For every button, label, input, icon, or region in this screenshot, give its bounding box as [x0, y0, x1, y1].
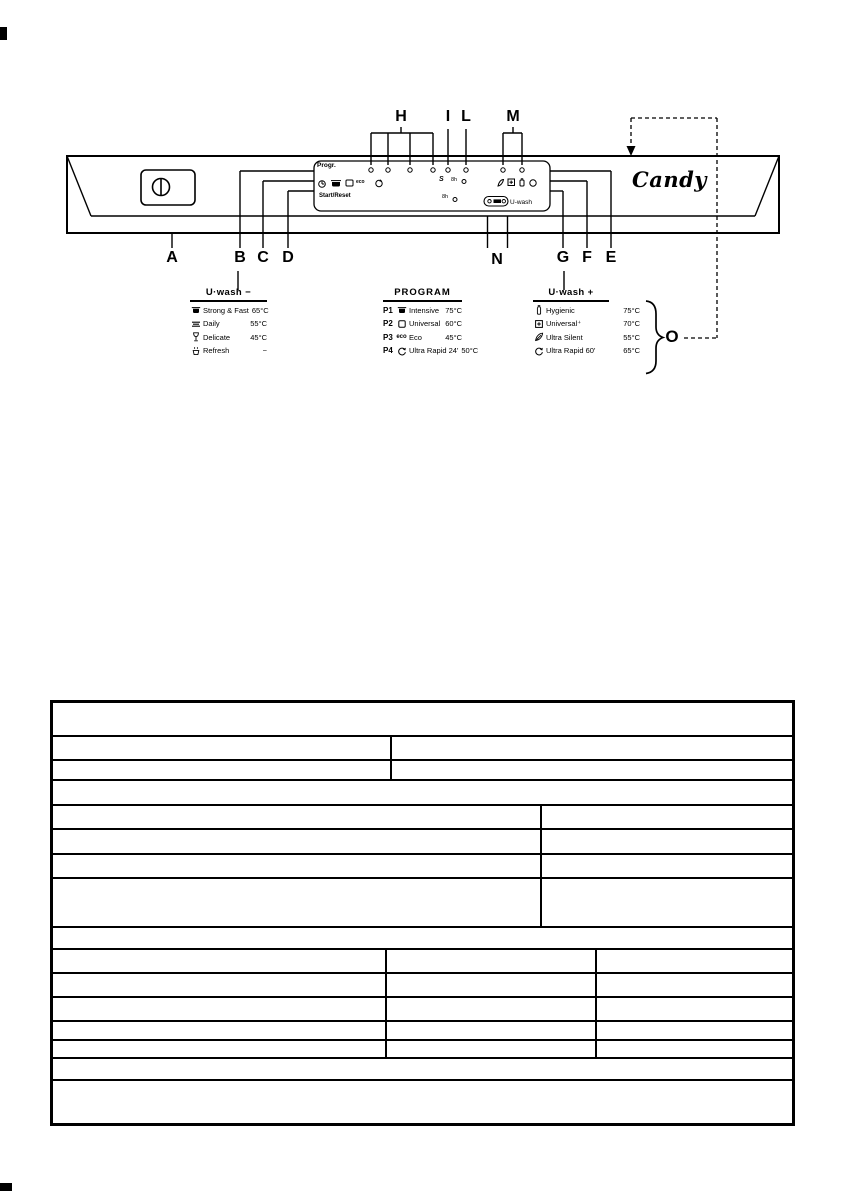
universal-plate-icon	[396, 319, 407, 329]
list-row	[533, 317, 640, 331]
spec-table-row	[53, 950, 792, 974]
uwash-led-bar	[484, 197, 508, 207]
list-row	[383, 344, 479, 358]
spec-table-divider	[385, 1041, 387, 1057]
program-temp: 65°C	[251, 305, 269, 315]
program-code: P4	[383, 346, 393, 356]
spec-table-divider	[385, 974, 387, 996]
spec-table-row	[53, 703, 792, 737]
callout-C: C	[257, 249, 269, 266]
spec-table-row	[53, 806, 792, 830]
list-row	[190, 331, 267, 345]
list-row	[383, 304, 462, 318]
spec-table-divider	[540, 830, 542, 853]
program-label: Intensive	[409, 305, 440, 315]
program-label: Strong & Fast	[203, 305, 249, 315]
callout-H: H	[395, 108, 407, 125]
program-led-indicators	[369, 168, 524, 172]
program-temp: 55°C	[623, 332, 640, 342]
spec-table-divider	[385, 998, 387, 1020]
program-label: Ultra Rapid 24'	[409, 346, 459, 356]
program-label: Eco	[409, 332, 422, 342]
spec-table-row	[53, 781, 792, 806]
program-temp: 70°C	[623, 319, 640, 329]
power-button	[141, 170, 195, 205]
program-temp: 60°C	[445, 319, 462, 329]
program-code: P2	[383, 319, 393, 329]
ultra-rapid-icon	[396, 346, 407, 356]
ultra-rapid-60-icon	[533, 346, 544, 356]
callout-O: O	[665, 327, 679, 346]
spec-table-row	[53, 1081, 792, 1123]
dashed-callout-O-path	[631, 118, 717, 338]
spec-table-divider	[595, 1022, 597, 1039]
spec-table-divider	[540, 855, 542, 877]
list-row	[383, 317, 462, 331]
spec-table-row	[53, 974, 792, 998]
program-temp: 75°C	[623, 305, 640, 315]
program-temp: 45°C	[445, 332, 462, 342]
program-temp: 65°C	[623, 346, 640, 356]
delay-8h-bottom-label: 8h	[442, 194, 449, 200]
refresh-icon	[190, 346, 201, 356]
program-label: Ultra Rapid 60'	[546, 346, 596, 356]
spec-table-row	[53, 998, 792, 1022]
spec-table-row	[53, 761, 792, 781]
uwash-plus-list	[533, 287, 640, 358]
callout-F: F	[582, 249, 592, 266]
spec-table-divider	[595, 950, 597, 972]
program-label: Delicate	[203, 332, 231, 342]
list-row	[533, 304, 640, 318]
spec-table-row	[53, 1059, 792, 1081]
progr-label: Progr.	[317, 162, 336, 169]
universal-plus-icon	[533, 319, 544, 329]
program-temp: 50°C	[461, 346, 479, 356]
callout-A: A	[166, 249, 178, 266]
program-temp: 45°C	[250, 332, 267, 342]
list-row	[533, 344, 640, 358]
program-temp: 75°C	[445, 305, 462, 315]
callout-B: B	[234, 249, 246, 266]
spec-table-row	[53, 928, 792, 950]
spec-table-divider	[540, 879, 542, 926]
spec-table-row	[53, 830, 792, 855]
program-code: P3	[383, 332, 393, 342]
uwash-plus-rule	[533, 300, 609, 302]
eco-icon: eco	[396, 334, 407, 341]
candy-brand-logo: Candy	[632, 167, 707, 192]
spec-table-divider	[540, 806, 542, 828]
program-list	[383, 287, 479, 358]
spec-table-divider	[595, 998, 597, 1020]
spec-table-divider	[390, 761, 392, 779]
program-rule	[383, 300, 462, 302]
spec-table-divider	[385, 1022, 387, 1039]
program-label: Daily	[203, 319, 220, 329]
program-label: Hygienic	[546, 305, 575, 315]
callout-M: M	[506, 108, 520, 125]
uwash-label: U-wash	[510, 199, 533, 206]
callout-D: D	[282, 249, 294, 266]
program-title: PROGRAM	[394, 287, 451, 298]
list-row	[533, 331, 640, 345]
callout-L: L	[461, 108, 471, 125]
callout-G: G	[556, 249, 570, 266]
list-row	[190, 344, 267, 358]
scan-artifact-bottom	[0, 1183, 12, 1191]
uwash-minus-title: U·wash −	[205, 287, 252, 298]
arrow-down-icon	[627, 146, 636, 156]
spec-table-divider	[595, 1041, 597, 1057]
program-label: Refresh	[203, 346, 230, 356]
start-reset-label: Start/Reset	[319, 193, 351, 199]
spec-table-row	[53, 855, 792, 879]
spec-table-row	[53, 1041, 792, 1059]
program-label: Universal⁺	[546, 319, 582, 329]
intensive-pot-icon	[396, 305, 407, 315]
specification-table	[50, 700, 795, 1126]
spec-table-divider	[390, 737, 392, 759]
eco-panel-label: eco	[356, 179, 365, 185]
ultra-silent-icon	[533, 332, 544, 342]
program-code: P1	[383, 305, 393, 315]
list-row	[383, 331, 462, 345]
callout-I: I	[445, 108, 451, 125]
strong-fast-icon	[190, 305, 201, 315]
salt-indicator-label: S	[439, 176, 444, 183]
list-row	[190, 304, 267, 318]
spec-table-row	[53, 737, 792, 761]
program-temp: 55°C	[250, 319, 267, 329]
spec-table-row	[53, 1022, 792, 1041]
daily-icon	[190, 319, 201, 329]
callout-N: N	[491, 251, 503, 268]
uwash-plus-title: U·wash +	[548, 287, 594, 298]
uwash-minus-list	[190, 287, 267, 358]
uwash-minus-rule	[190, 300, 267, 302]
panel-program-icons	[319, 179, 537, 202]
program-temp: −	[262, 346, 267, 356]
program-label: Universal	[409, 319, 441, 329]
hygienic-icon	[533, 305, 544, 315]
list-row	[190, 317, 267, 331]
delay-8h-top-label: 8h	[451, 177, 458, 183]
program-label: Ultra Silent	[546, 332, 583, 342]
callout-E: E	[605, 249, 617, 266]
spec-table-divider	[595, 974, 597, 996]
delicate-glass-icon	[190, 332, 201, 342]
spec-table-divider	[385, 950, 387, 972]
spec-table-row	[53, 879, 792, 928]
